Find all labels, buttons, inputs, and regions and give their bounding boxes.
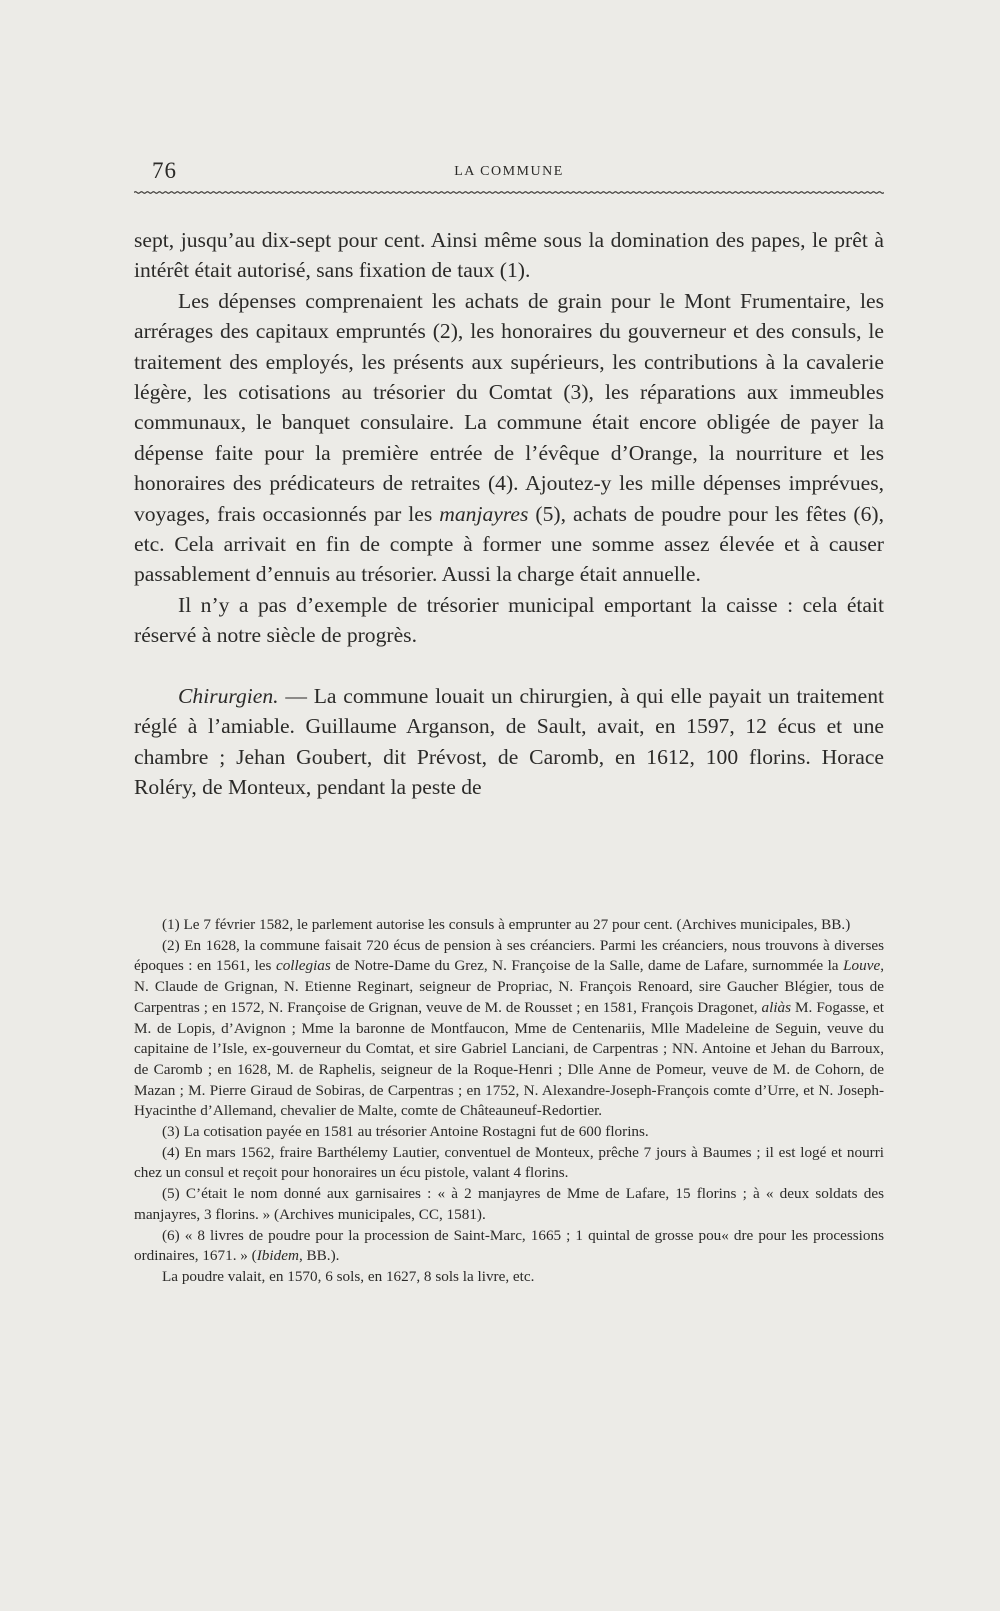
footnote-2-part-c: , N. Claude de Grignan, N. Etienne Reginart, seigneur de Propriac, N. François Renoard, sire Gaucher Blégier, tous de Carpentras ; en 1572, N. Françoise de Grignan, veuve de M. de Rousset ; en 1581, François Dragonet, <box>134 957 884 1016</box>
footnote-1: (1) Le 7 février 1582, le parlement autorise les consuls à emprunter au 27 pour cent. (Archives municipales, BB.) <box>162 916 851 933</box>
header-wavy-rule <box>134 191 884 194</box>
footnote-6-italic: Ibidem <box>256 1247 299 1265</box>
footnote-6 <box>134 1226 884 1267</box>
footnote-6-part-b: , BB.). <box>298 1247 340 1265</box>
page-header <box>134 158 884 188</box>
footnote-4: (4) En mars 1562, fraire Barthélemy Lautier, conventuel de Monteux, prêche 7 jours à Baumes ; il est logé et nourri chez un consul et reçoit pour honoraires un écu pistole, valant 4 florins. <box>134 1143 884 1182</box>
footnote-2-italic-1: collegias <box>275 957 331 975</box>
paragraph-chirurgien-text: — La commune louait un chirurgien, à qui elle payait un traitement réglé à l’amiable. Guillaume Arganson, de Sault, avait, en 1597, 12 écus et une chambre ; Jehan Goubert, dit Prévost, de Caromb, en 1612, 100 florins. Horace Roléry, de Monteux, pendant la peste de <box>134 683 884 799</box>
footnote-5: (5) C’était le nom donné aux garnisaires : « à 2 manjayres de Mme de Lafare, 15 florins ; à « deux soldats des manjayres, 3 florins. » (Archives municipales, CC, 1581). <box>134 1185 884 1223</box>
footnote-2 <box>134 936 884 1122</box>
footnote-7: La poudre valait, en 1570, 6 sols, en 1627, 8 sols la livre, etc. <box>162 1267 535 1285</box>
section-runin-heading: Chirurgien. <box>178 683 279 708</box>
main-text <box>134 225 884 802</box>
italic-term-manjayres: manjayres <box>439 501 529 526</box>
footnote-2-part-d: M. Fogasse, et M. de Lopis, d’Avignon ; Mme la baronne de Montfaucon, Mme de Centenariis, Mlle Madeleine de Seguin, veuve du capitaine de l’Isle, ex-gouverneur du Comtat, et sire Gabriel Lanciani, de Carpentras ; NN. Antoine et Jehan du Barroux, de Caromb ; en 1628, M. de Raphelis, seigneur de la Roque-Henri ; Dlle Anne de Pomeur, veuve de M. de Cohorn, de Mazan ; M. Pierre Giraud de Sobiras, de Carpentras ; en 1752, N. Alexandre-Joseph-François comte d’Urre, et N. Joseph-Hyacinthe d’Allemand, chevalier de Malte, comte de Châteauneuf-Redortier. <box>134 998 884 1120</box>
footnote-2-part-b: de Notre-Dame du Grez, N. Françoise de la Salle, dame de Lafare, surnommée la <box>330 957 844 975</box>
paragraph-2-part-a: Les dépenses comprenaient les achats de grain pour le Mont Frumentaire, les arrérages des capitaux empruntés (2), les honoraires du gouverneur et des consuls, le traitement des employés, les présents aux supérieurs, les contributions à la cavalerie légère, les cotisations au trésorier du Comtat (3), les réparations aux immeubles communaux, le banquet consulaire. La commune était encore obligée de payer la dépense faite pour la première entrée de l’évêque d’Orange, la nourriture et les honoraires des prédicateurs de retraites (4). Ajoutez-y les mille dépenses imprévues, voyages, frais occasionnés par les <box>134 288 884 526</box>
running-head: LA COMMUNE <box>454 164 564 179</box>
footnotes <box>134 915 884 1288</box>
paragraph-chirurgien <box>134 681 884 803</box>
paragraph-2 <box>134 286 884 590</box>
paragraph-2-part-b: (5), achats de poudre pour les fêtes (6), etc. Cela arrivait en fin de compte à former une somme assez élevée et à causer passablement d’ennuis au trésorier. Aussi la charge était annuelle. <box>134 501 884 587</box>
footnote-2-italic-2: Louve <box>843 957 881 975</box>
footnote-2-italic-3: aliàs <box>761 998 792 1016</box>
paragraph-1: sept, jusqu’au dix-sept pour cent. Ainsi même sous la domination des papes, le prêt à intérêt était autorisé, sans fixation de taux (1). <box>134 228 884 283</box>
footnote-6-part-a: (6) « 8 livres de poudre pour la procession de Saint-Marc, 1665 ; 1 quintal de grosse pou« dre pour les processions ordinaires, 1671. » ( <box>134 1226 884 1265</box>
paragraph-3: Il n’y a pas d’exemple de trésorier municipal emportant la caisse : cela était réservé à notre siècle de progrès. <box>134 592 884 648</box>
page-number: 76 <box>152 158 177 183</box>
footnote-2-part-a: (2) En 1628, la commune faisait 720 écus de pension à ses créanciers. Parmi les créanciers, nous trouvons à diverses époques : en 1561, les <box>134 936 884 975</box>
footnote-3: (3) La cotisation payée en 1581 au trésorier Antoine Rostagni fut de 600 florins. <box>162 1123 649 1141</box>
